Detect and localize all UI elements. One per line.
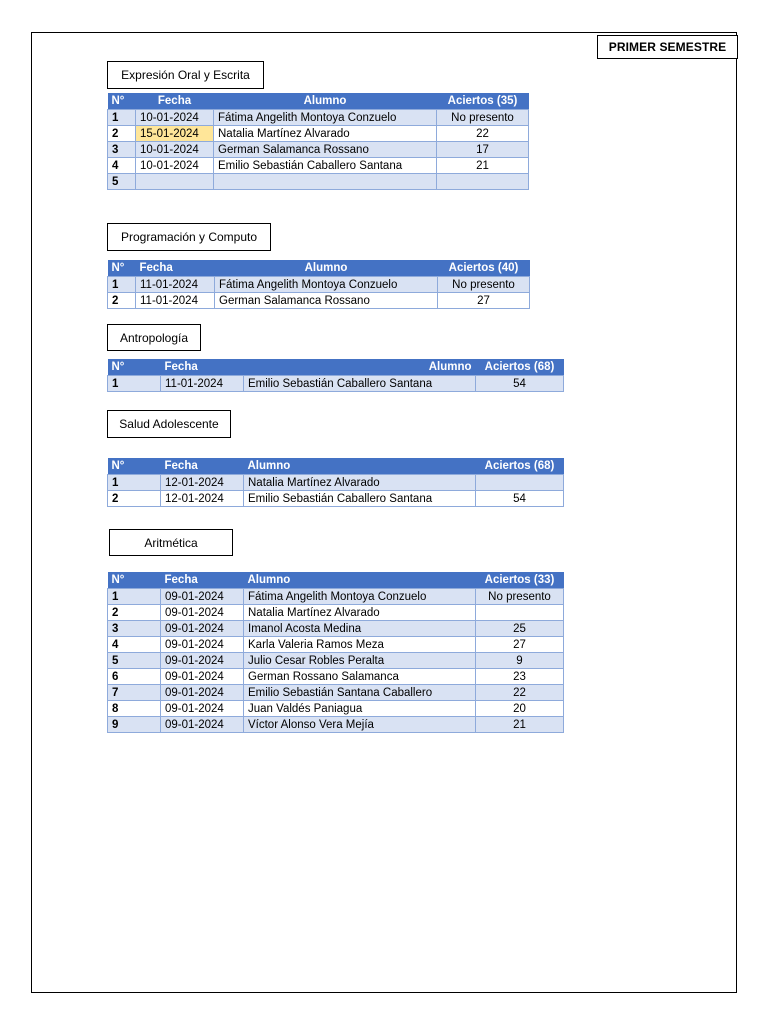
col-header-num: N°: [108, 572, 161, 589]
cell-aciertos: 23: [476, 669, 564, 685]
table-row: [108, 475, 564, 491]
cell-alumno: Karla Valeria Ramos Meza: [244, 637, 476, 653]
cell-fecha: 09-01-2024: [161, 717, 244, 733]
cell-alumno: [214, 174, 437, 190]
cell-alumno: Imanol Acosta Medina: [244, 621, 476, 637]
cell-num: 8: [108, 701, 161, 717]
section-title-expresion: Expresión Oral y Escrita: [107, 61, 264, 89]
semester-label: PRIMER SEMESTRE: [597, 35, 738, 59]
col-header-alumno: Alumno: [244, 458, 476, 475]
table-header-row: [108, 359, 564, 376]
cell-alumno: German Salamanca Rossano: [215, 293, 438, 309]
table-programacion: [107, 260, 530, 309]
cell-aciertos: 21: [437, 158, 529, 174]
cell-fecha: 10-01-2024: [136, 142, 214, 158]
table-row: [108, 491, 564, 507]
col-header-aciertos: Aciertos (68): [476, 359, 564, 376]
cell-alumno: Natalia Martínez Alvarado: [214, 126, 437, 142]
cell-aciertos: 22: [476, 685, 564, 701]
cell-num: 9: [108, 717, 161, 733]
cell-fecha: 12-01-2024: [161, 475, 244, 491]
col-header-alumno: Alumno: [214, 93, 437, 110]
col-header-fecha: Fecha: [161, 458, 244, 475]
cell-num: 1: [108, 475, 161, 491]
col-header-num: N°: [108, 458, 161, 475]
col-header-aciertos: Aciertos (35): [437, 93, 529, 110]
cell-fecha: 11-01-2024: [136, 277, 215, 293]
col-header-alumno: Alumno: [244, 359, 476, 376]
table-salud: [107, 458, 564, 507]
cell-alumno: Fátima Angelith Montoya Conzuelo: [214, 110, 437, 126]
cell-fecha: 11-01-2024: [161, 376, 244, 392]
col-header-aciertos: Aciertos (68): [476, 458, 564, 475]
table-row: [108, 605, 564, 621]
cell-aciertos: 20: [476, 701, 564, 717]
cell-aciertos: 9: [476, 653, 564, 669]
table-row: [108, 717, 564, 733]
col-header-fecha: Fecha: [136, 260, 215, 277]
col-header-alumno: Alumno: [215, 260, 438, 277]
cell-num: 1: [108, 110, 136, 126]
table-row: [108, 158, 529, 174]
cell-fecha: 09-01-2024: [161, 605, 244, 621]
section-title-salud: Salud Adolescente: [107, 410, 231, 438]
cell-num: 3: [108, 142, 136, 158]
col-header-alumno: Alumno: [244, 572, 476, 589]
table-row: [108, 293, 530, 309]
cell-alumno: Juan Valdés Paniagua: [244, 701, 476, 717]
table-expresion: [107, 93, 529, 190]
cell-num: 5: [108, 174, 136, 190]
col-header-fecha: Fecha: [136, 93, 214, 110]
cell-num: 5: [108, 653, 161, 669]
cell-alumno: German Salamanca Rossano: [214, 142, 437, 158]
cell-aciertos: [437, 174, 529, 190]
table-header-row: [108, 458, 564, 475]
table-aritmetica: [107, 572, 564, 733]
cell-aciertos: 27: [438, 293, 530, 309]
section-title-aritmetica: Aritmética: [109, 529, 233, 556]
table-row: [108, 174, 529, 190]
cell-num: 1: [108, 589, 161, 605]
cell-num: 1: [108, 376, 161, 392]
cell-alumno: Julio Cesar Robles Peralta: [244, 653, 476, 669]
cell-fecha: 10-01-2024: [136, 110, 214, 126]
table-row: [108, 701, 564, 717]
cell-num: 1: [108, 277, 136, 293]
col-header-num: N°: [108, 260, 136, 277]
col-header-aciertos: Aciertos (40): [438, 260, 530, 277]
cell-num: 2: [108, 293, 136, 309]
cell-fecha: 09-01-2024: [161, 685, 244, 701]
table-row: [108, 277, 530, 293]
table-header-row: [108, 260, 530, 277]
cell-num: 6: [108, 669, 161, 685]
table-row: [108, 110, 529, 126]
cell-alumno: Natalia Martínez Alvarado: [244, 605, 476, 621]
table-row: [108, 126, 529, 142]
cell-fecha-highlighted: 15-01-2024: [136, 126, 214, 142]
table-header-row: [108, 93, 529, 110]
cell-fecha: 09-01-2024: [161, 669, 244, 685]
cell-aciertos: No presento: [438, 277, 530, 293]
col-header-aciertos: Aciertos (33): [476, 572, 564, 589]
cell-alumno: Emilio Sebastián Caballero Santana: [244, 491, 476, 507]
cell-aciertos: No presento: [476, 589, 564, 605]
cell-fecha: 09-01-2024: [161, 701, 244, 717]
cell-num: 3: [108, 621, 161, 637]
cell-alumno: German Rossano Salamanca: [244, 669, 476, 685]
cell-num: 7: [108, 685, 161, 701]
cell-fecha: 10-01-2024: [136, 158, 214, 174]
cell-alumno: Emilio Sebastián Caballero Santana: [214, 158, 437, 174]
cell-alumno: Fátima Angelith Montoya Conzuelo: [215, 277, 438, 293]
cell-fecha: 11-01-2024: [136, 293, 215, 309]
cell-fecha: 12-01-2024: [161, 491, 244, 507]
cell-aciertos: 54: [476, 491, 564, 507]
cell-alumno: Fátima Angelith Montoya Conzuelo: [244, 589, 476, 605]
cell-fecha: 09-01-2024: [161, 637, 244, 653]
cell-num: 4: [108, 637, 161, 653]
cell-alumno: Natalia Martínez Alvarado: [244, 475, 476, 491]
table-header-row: [108, 572, 564, 589]
cell-aciertos: 21: [476, 717, 564, 733]
cell-fecha: 09-01-2024: [161, 589, 244, 605]
cell-num: 2: [108, 605, 161, 621]
cell-aciertos: [476, 605, 564, 621]
table-row: [108, 669, 564, 685]
table-row: [108, 653, 564, 669]
cell-aciertos: No presento: [437, 110, 529, 126]
cell-fecha: 09-01-2024: [161, 653, 244, 669]
table-row: [108, 637, 564, 653]
table-row: [108, 621, 564, 637]
cell-num: 2: [108, 491, 161, 507]
table-row: [108, 589, 564, 605]
table-antropologia: [107, 359, 564, 392]
section-title-programacion: Programación y Computo: [107, 223, 271, 251]
cell-aciertos: 22: [437, 126, 529, 142]
table-row: [108, 376, 564, 392]
cell-alumno: Emilio Sebastián Caballero Santana: [244, 376, 476, 392]
col-header-num: N°: [108, 93, 136, 110]
cell-aciertos: 25: [476, 621, 564, 637]
cell-alumno: Víctor Alonso Vera Mejía: [244, 717, 476, 733]
cell-aciertos: 27: [476, 637, 564, 653]
col-header-fecha: Fecha: [161, 572, 244, 589]
table-row: [108, 685, 564, 701]
cell-num: 4: [108, 158, 136, 174]
section-title-antropologia: Antropología: [107, 324, 201, 351]
col-header-num: N°: [108, 359, 161, 376]
cell-alumno: Emilio Sebastián Santana Caballero: [244, 685, 476, 701]
col-header-fecha: Fecha: [161, 359, 244, 376]
cell-aciertos: 54: [476, 376, 564, 392]
cell-fecha: 09-01-2024: [161, 621, 244, 637]
cell-aciertos: 17: [437, 142, 529, 158]
table-row: [108, 142, 529, 158]
cell-num: 2: [108, 126, 136, 142]
cell-fecha: [136, 174, 214, 190]
cell-aciertos: [476, 475, 564, 491]
